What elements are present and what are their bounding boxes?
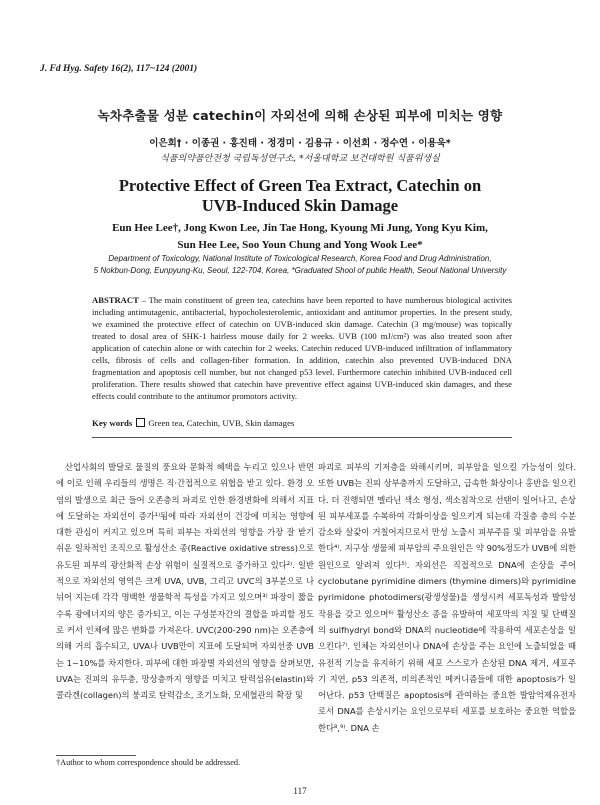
abstract-text: – The main constituent of green tea, catechins have been reported to have numberous biological activites including antimutagenic, antibacterial, hypocholesterolemic, antioxidant and antitumor properties. In the present study, we examined the protective effect of catechin on UVB-induced skin damage. Catechin (3 mg/mouse) was topically treated to dosal area of SHK-1 hairless mouse daily for 2 weeks. UVB (100 mJ/cm²) was also treated soon after application of catechin alone or with catechin for 2 weeks. Catechin reduced UVB-induced infiltration of inflammatory cells, fibrosis of cells and collagen-fiber formation. In addition, catechin also prevented UVB-induced DNA fragmentation and apoptosis cell number, but not changed p53 level. Furthermore catechin inhibited UVB-induced cell proliferation. There results showed that catechin have preventive effect against UVB-induced skin damages, and these effects could contribute to the antitumor promotors activity.	[92, 295, 512, 402]
checkbox-square-icon	[136, 418, 145, 427]
body-right-paragraph: 파괴로 피부의 기저층을 와해시키며, 피부암을 일으킬 가능성이 있다. 또한 UVB는 진피 상부층까지 도달하고, 급속한 화상이나 홍반을 일으킨다. 더 진행되면 멜라닌 색소 형성, 색소침착으로 선탠이 일어나고, 손상된 피부세포를 수복하여 각화이상을 일으키게 되는데 각질층 층의 수분감소와 살갗이 거칠어지므로서 만성 노출시 피부주름 및 피부암을 유발한다⁴⁾. 지구상 생물체 피부암의 주요원인은 약 90%정도가 UVB에 의한 원인으로 알려져 있다⁵⁾. 자외선은 직접적으로 DNA에 손상을 주어 cyclobutane pyrimidine dimers (thymine dimers)와 pyrimidine pyrimidone photodimers(광생성물)을 생성시켜 세포독성과 발암성 작용을 갖고 있으며⁶⁾ 활성산소 종을 유발하여 세포막의 지질 및 단백질의 sulfhydryl bond와 DNA의 nucleotide에 작용하여 세포손상을 일으킨다⁷⁾. 인체는 자외선이나 DNA에 손상을 주는 요인에 노출되었을 때 유전적 기능을 유지하기 위해 세포 스스로가 손상된 DNA 제거, 세포주기 지연, p53 의존적, 비의존적인 메커니즘들에 대한 apoptosis가 일어난다. p53 단백질은 apoptosis에 관여하는 중요한 발암억제유전자로서 DNA를 손상시키는 요인으로부터 세포를 보호하는 중요한 역할을 한다⁸,⁹⁾. DNA 손	[318, 462, 576, 733]
footnote-divider	[56, 755, 136, 756]
abstract	[92, 294, 512, 402]
english-authors-line2: Sun Hee Lee, Soo Youn Chung and Yong Wook Lee*	[177, 239, 423, 251]
english-authors-line1: Eun Hee Lee†, Jong Kwon Lee, Jin Tae Hong, Kyoung Mi Jung, Yong Kyu Kim,	[112, 222, 488, 234]
keywords-label: Key words	[92, 418, 133, 428]
footnote: †Author to whom correspondence should be addressed.	[56, 758, 241, 767]
korean-affiliation: 식품의약품안전청 국립독성연구소, *서울대학교 보건대학원 식품위생실	[160, 154, 440, 164]
body-left-paragraph: 산업사회의 발달로 물질의 풍요와 문화적 혜택을 누리고 있으나 반면에 이로 인해 우리들의 생명은 직·간접적으로 위협을 받고 있다. 환경 오염의 발생으로 최근 들어 오존층의 파괴로 인한 환경변화에 의해서 지표에 도달하는 자외선이 증가¹⁾됨에 따라 자외선이 건강에 미치는 영향에 대한 관심이 커지고 있으며 특히 피부는 자외선의 영향을 가장 잘 받기 쉬운 일차적인 조직으로 활성산소 종(Reactive oxidative stress)으로 유도된 피부의 광산화적 손상 위험이 실질적으로 증가하고 있다²⁾. 일반적으로 자외선의 영역은 크게 UVA, UVB, 그리고 UVC의 3부분으로 나뉘어 지는데 각각 명백한 생물학적 특성을 가지고 있으며³⁾ 파장이 짧을수록 광에너지의 양은 증가되고, 이는 구성분자간의 결합을 파괴할 정도로 커서 인체에 많은 변화를 가져온다. UVC(200-290 nm)는 오존층에 의해 거의 흡수되고, UVA나 UVB만이 지표에 도달되며 자외선중 UVB는 1~10%를 차지한다. 피부에 대한 파장별 자외선의 영향을 살펴보면, UVA는 진피의 유두층, 망상층까지 영향을 미치고 탄력섬유(elastin)와 콜라겐(collagen)의 붕괴로 탄력감소, 조기노화, 모세혈관의 확장 및	[56, 462, 314, 701]
english-affiliation-line2: 5 Nokbun-Dong, Eunpyung-Ku, Seoul, 122-704, Korea, *Graduated Shool of public Health, Seoul National University	[93, 266, 507, 275]
korean-title: 녹차추출물 성분 catechin이 자외선에 의해 손상된 피부에 미치는 영향	[97, 108, 503, 123]
english-authors	[0, 220, 600, 254]
abstract-divider	[92, 437, 512, 438]
english-title-line2: UVB-Induced Skin Damage	[201, 196, 399, 215]
journal-citation: J. Fd Hyg. Safety 16(2), 117~124 (2001)	[40, 64, 198, 74]
english-title	[0, 176, 600, 216]
keywords-text: Green tea, Catechin, UVB, Skin damages	[148, 418, 295, 428]
abstract-label: ABSTRACT	[92, 295, 139, 305]
keywords	[92, 418, 294, 428]
body-column-left	[56, 459, 314, 703]
english-title-line1: Protective Effect of Green Tea Extract, Catechin on	[118, 176, 482, 195]
body-column-right	[318, 459, 576, 736]
page-number: 117	[293, 786, 307, 796]
english-affiliation-line1: Department of Toxicology, National Institute of Toxicological Research, Korea Food and Drug Administration,	[108, 254, 492, 263]
english-affiliation	[0, 253, 600, 277]
korean-authors: 이은희† · 이종권 · 홍진태 · 정경미 · 김용규 · 이선희 · 정수연 · 이용욱*	[149, 138, 451, 149]
